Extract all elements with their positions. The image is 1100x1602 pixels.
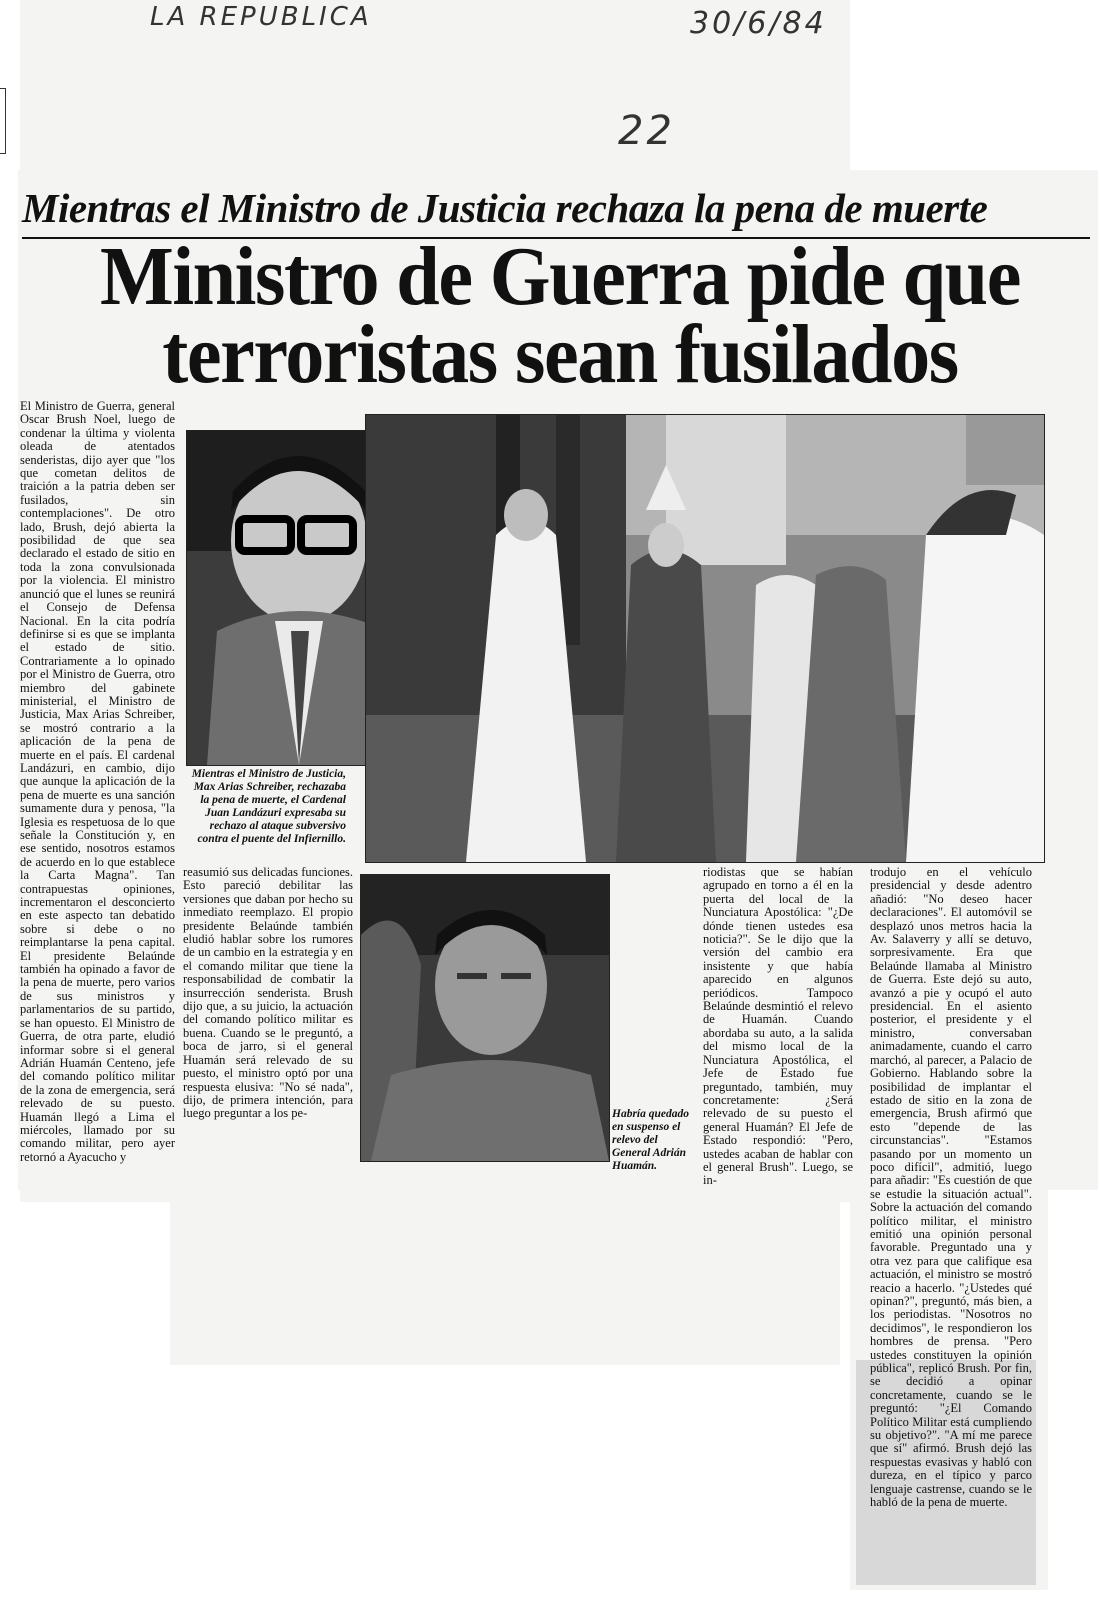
column-1-text: El Ministro de Guerra, general Oscar Brush Noel, luego de condenar la última y violenta oleada de atentados senderistas, dijo ayer que "los que cometan delitos de traición a la patria deben ser fusilados, sin contemplaciones". De otro lado, Brush, dejó abierta la posibilidad de que sea declarado el estado de sitio en toda la zona convulsionada por la violencia. El ministro anunció que el lunes se reunirá el Consejo de Defensa Nacional. En la cita podría definirse si es que se implanta el estado de sitio. Contrariamente a lo opinado por el Ministro de Guerra, otro miembro del gabinete ministerial, el Ministro de Justicia, Max Arias Schreiber, se mostró contrario a la aplicación de la pena de muerte en el país. El cardenal Landázuri, en cambio, dijo que aunque la aplicación de la pena de muerte es una sanción sumamente dura y penosa, "la Iglesia es respetuosa de lo que señale la Constitución y, en ese sentido, nosotros estamos de acuerdo en lo que establece la Carta Magna". Tan contrapuestas opiniones, incrementaron el desconcierto en este aspecto tan debatido sobre si debe o no reimplantarse la pena capital. El presidente Belaúnde también ha opinado a favor de la pena de muerte, pero varios de sus ministros y parlamentarios de su partido, se han opuesto. El Ministro de Guerra, de otra parte, eludió informar sobre si el general Adrián Huamán Centeno, jefe del comando político militar de la zona de emergencia, será relevado de su puesto. Huamán llegó a Lima el miércoles, llamado por su comando militar, pero ayer retornó a Ayacucho y <box>20 399 175 1164</box>
column-4-text: trodujo en el vehículo presidencial y desde adentro añadió: "No deseo hacer declaraciones". El automóvil se desplazó unos metros hacia la Av. Salaverry y allí se detuvo, sorpresivamente. Era que Belaúnde llamaba al Ministro de Guerra. Este dejó su auto, avanzó a pie y ocupó el auto presidencial. En el asiento posterior, el presidente y el ministro, conversaban animadamente, cuando el carro marchó, al parecer, a Palacio de Gobierno. Hablando sobre la posibilidad de implantar el estado de sitio en la zona de emergencia, Brush afirmó que esto "depende de las circunstancias". "Estamos pasando por un momento un poco difícil", admitió, luego para añadir: "Es cuestión de que se estudie la situación actual". Sobre la actuación del comando político militar, el ministro emitió una opinión personal favorable. Preguntado una y otra vez para que califique esa actuación, el ministro se mostró reacio a hacerlo. "¿Ustedes qué opinan?", preguntó, más bien, a los periodistas. "Nosotros no decidimos", le respondieron los hombres de prensa. "Pero ustedes constituyen la opinión pública", replicó Brush. Por fin, se decidió a opinar concretamente, cuando se le preguntó: "¿El Comando Político Militar está cumpliendo su objetivo?". "A mí me parece que sí" afirmó. Brush dejó las respuestas evasivas y habló con dureza, en el típico y parco lenguaje castrense, cuando se le habló de la pena de muerte. <box>870 865 1032 1510</box>
general-photo-image <box>361 875 609 1161</box>
handwritten-date: 30/6/84 <box>690 6 827 41</box>
article-column-2 <box>183 866 353 1161</box>
column-2-text: reasumió sus delicadas funciones. Esto pareció debilitar las versiones que daban por hecho su inmediato reemplazo. El propio presidente Belaúnde también eludió hablar sobre los rumores de un cambio en la estrategia y en el comando militar que tiene la responsabilidad de combatir la insurrección senderista. Brush dijo que, a su juicio, la actuación del comando político militar es buena. Cuando se le preguntó, a boca de jarro, si el general Huamán será relevado de su puesto, el ministro optó por una respuesta elusiva: "No sé nada", dijo, de primera intención, para luego preguntar a los pe- <box>183 865 353 1121</box>
handwritten-paper-name: LA REPUBLICA <box>150 2 372 32</box>
headline-line-1: Ministro de Guerra pide que <box>99 230 1021 323</box>
article-column-3 <box>703 865 853 1188</box>
portrait-caption: Mientras el Ministro de Justicia, Max Arias Schreiber, rechazaba la pena de muerte, el Cardenal Juan Landázuri expresaba su rechazo al ataque subversivo contra el puente del Infiernillo. <box>191 768 346 845</box>
article-headline <box>58 230 1062 401</box>
handwritten-page-number: 22 <box>618 108 675 154</box>
article-deck: Mientras el Ministro de Justicia rechaza la pena de muerte <box>22 185 988 231</box>
procession-photo-image <box>366 415 1044 862</box>
general-photo <box>360 874 610 1162</box>
headline-line-2: terroristas sean fusilados <box>162 308 958 401</box>
general-caption: Habría quedado en suspenso el relevo del General Adrián Huamán. <box>612 1108 689 1172</box>
column-3-text: riodistas que se habían agrupado en torno a él en la puerta del local de la Nunciatura Apostólica: "¿De dónde tienen ustedes esa noticia?". Se le dijo que la versión del cambio era insistente y que había aparecido en algunos periódicos. Tampoco Belaúnde desmintió el relevo de Huamán. Cuando abordaba su auto, a la salida del mismo local de la Nunciatura Apostólica, el Jefe de Estado fue preguntado, también, muy concretamente: ¿Será relevado de su puesto el general Huamán? El Jefe de Estado respondió: "Pero, ustedes acaban de hablar con el general Brush". Luego, se in- <box>703 865 853 1188</box>
procession-photo <box>365 414 1045 863</box>
article-column-1 <box>20 400 175 1162</box>
scan-edge-mark <box>0 88 6 154</box>
article-column-4 <box>870 866 1032 1590</box>
